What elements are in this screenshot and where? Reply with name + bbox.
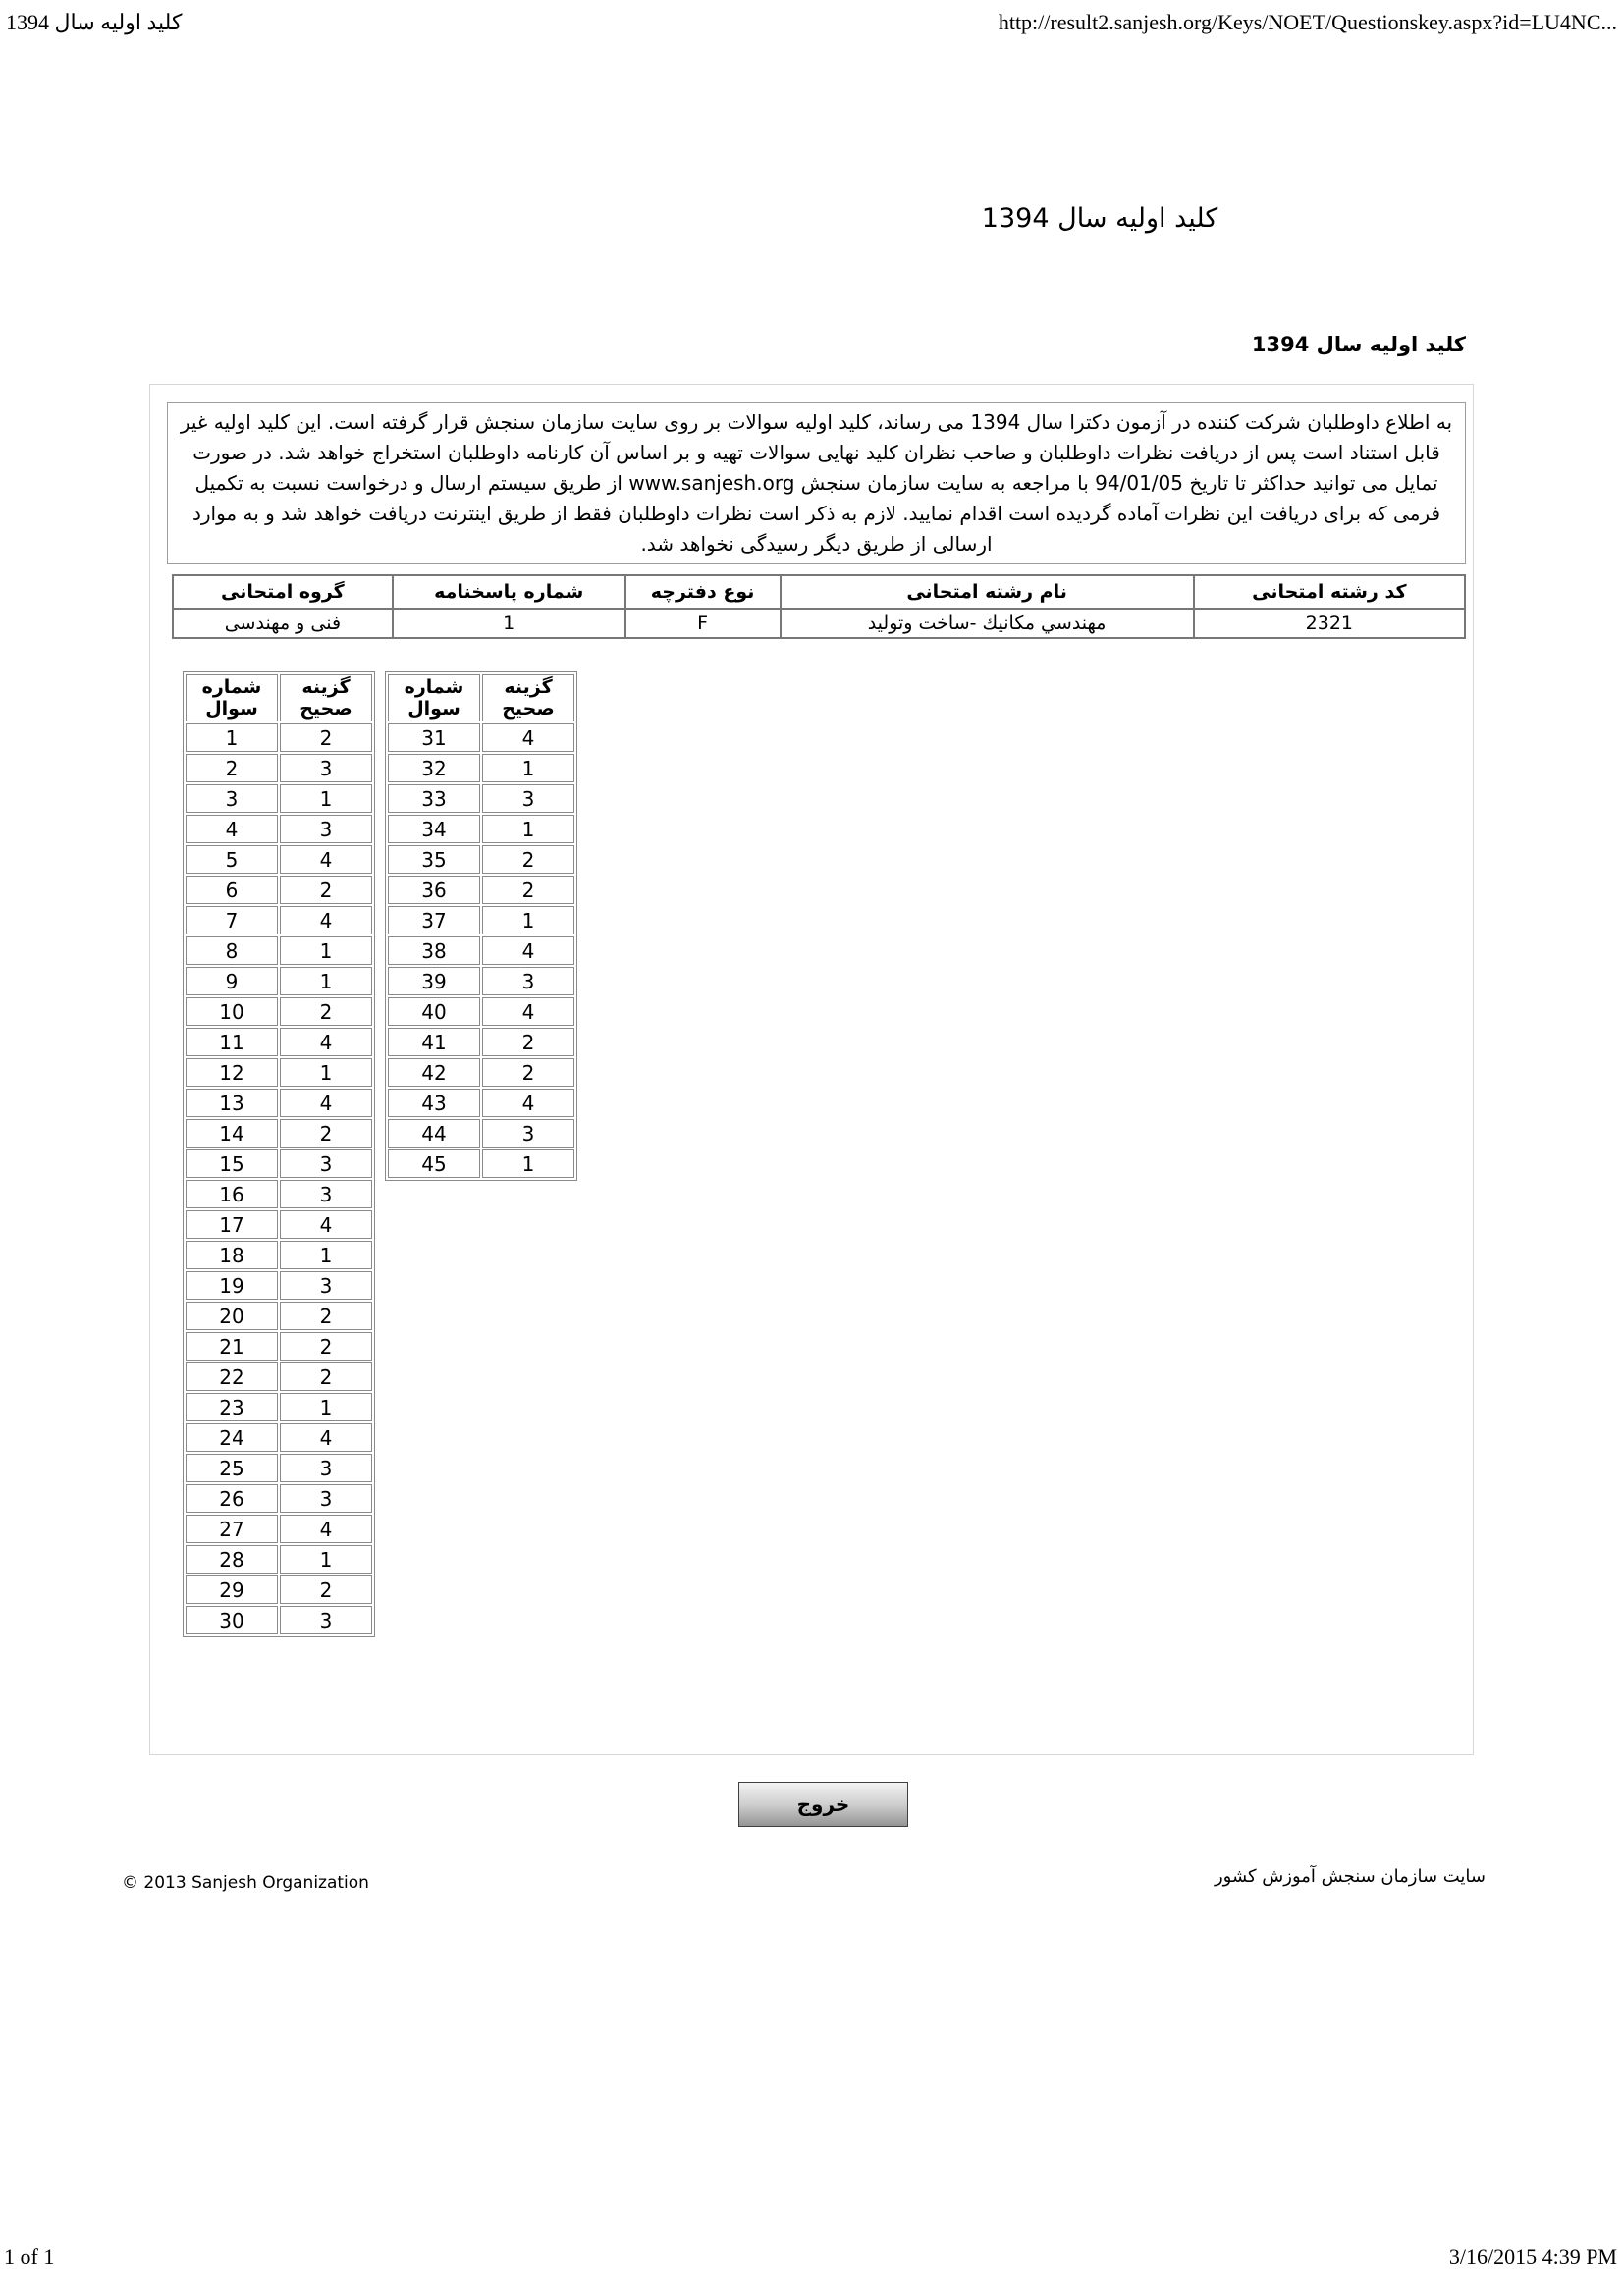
- question-number-cell: 18: [186, 1241, 278, 1269]
- question-number-header: شماره سوال: [388, 674, 480, 721]
- correct-option-cell: 2: [280, 1575, 372, 1604]
- correct-option-cell: 1: [280, 784, 372, 813]
- question-number-cell: 34: [388, 815, 480, 843]
- question-number-cell: 16: [186, 1180, 278, 1208]
- print-header-url: http://result2.sanjesh.org/Keys/NOET/Questionskey.aspx?id=LU4NC...: [998, 10, 1617, 34]
- answer-table-1: [183, 671, 375, 1637]
- exam-info-header-code: کد رشته امتحانی: [1194, 575, 1465, 609]
- correct-option-cell: 4: [280, 1423, 372, 1452]
- correct-option-cell: 2: [280, 723, 372, 752]
- table-row: [186, 1332, 372, 1361]
- correct-option-cell: 1: [280, 967, 372, 995]
- notice-text: به اطلاع داوطلبان شرکت کننده در آزمون دکترا سال 1394 می رساند، کلید اولیه سوالات بر روی سایت سازمان سنجش قرار گرفته است. این کلید اولیه غیر قابل استناد است پس از دریافت نظرات داوطلبان و صاحب نظران کلید نهایی سوالات تهیه و بر اساس آن کارنامه داوطلبان استخراج خواهد شد. در صورت تمایل می توانید حداکثر تا تاریخ 94/01/05 با مراجعه به سایت سازمان سنجش www.sanjesh.org از طریق سیستم ارسال و درخواست نسبت به تکمیل فرمی که برای دریافت این نظرات آماده گردیده است اقدام نمایید. لازم به ذکر است نظرات داوطلبان فقط از طریق اینترنت دریافت خواهد شد و به موارد ارسالی از طریق دیگر رسیدگی نخواهد شد.: [180, 410, 1453, 556]
- exam-info-header-group: گروه امتحانی: [173, 575, 393, 609]
- table-row: [186, 1089, 372, 1117]
- table-row: [186, 1484, 372, 1513]
- correct-option-cell: 2: [482, 845, 574, 874]
- correct-option-cell: 2: [280, 1362, 372, 1391]
- question-number-cell: 19: [186, 1271, 278, 1300]
- print-footer-page-number: 1 of 1: [4, 2244, 55, 2269]
- table-row: [388, 967, 574, 995]
- question-number-cell: 29: [186, 1575, 278, 1604]
- question-number-cell: 13: [186, 1089, 278, 1117]
- correct-option-cell: 3: [280, 754, 372, 782]
- table-row: [186, 1515, 372, 1543]
- question-number-cell: 17: [186, 1210, 278, 1239]
- correct-option-cell: 3: [280, 1606, 372, 1634]
- question-number-cell: 45: [388, 1149, 480, 1178]
- correct-option-cell: 4: [280, 845, 372, 874]
- table-row: [388, 1028, 574, 1056]
- exam-info-header-major: نام رشته امتحانی: [781, 575, 1194, 609]
- question-number-header: شماره سوال: [186, 674, 278, 721]
- correct-option-cell: 4: [280, 1515, 372, 1543]
- correct-option-cell: 4: [482, 1089, 574, 1117]
- correct-option-cell: 2: [280, 1332, 372, 1361]
- correct-option-cell: 2: [280, 997, 372, 1026]
- correct-option-cell: 4: [280, 1089, 372, 1117]
- correct-option-cell: 4: [280, 1210, 372, 1239]
- table-row: [186, 1028, 372, 1056]
- table-row: [388, 784, 574, 813]
- table-row: [388, 1119, 574, 1148]
- exit-button[interactable]: خروج: [738, 1782, 908, 1827]
- correct-option-cell: 2: [482, 1058, 574, 1087]
- table-row: [186, 723, 372, 752]
- question-number-cell: 27: [186, 1515, 278, 1543]
- correct-option-cell: 1: [482, 815, 574, 843]
- question-number-cell: 10: [186, 997, 278, 1026]
- correct-option-cell: 2: [280, 1119, 372, 1148]
- exam-info-value-row: [173, 609, 1465, 638]
- exam-info-header-booklet: نوع دفترچه: [625, 575, 781, 609]
- table-row: [388, 906, 574, 934]
- exam-info-header-answer-sheet: شماره پاسخنامه: [393, 575, 625, 609]
- question-number-cell: 15: [186, 1149, 278, 1178]
- correct-option-cell: 3: [482, 784, 574, 813]
- question-number-cell: 44: [388, 1119, 480, 1148]
- question-number-cell: 3: [186, 784, 278, 813]
- table-row: [186, 997, 372, 1026]
- table-row: [186, 1119, 372, 1148]
- print-header-title: کلید اولیه سال 1394: [6, 10, 183, 34]
- question-number-cell: 12: [186, 1058, 278, 1087]
- correct-option-cell: 3: [482, 1119, 574, 1148]
- table-row: [388, 1089, 574, 1117]
- correct-option-cell: 4: [280, 906, 372, 934]
- correct-option-cell: 1: [482, 754, 574, 782]
- question-number-cell: 41: [388, 1028, 480, 1056]
- section-heading: کلید اولیه سال 1394: [1251, 333, 1466, 356]
- question-number-cell: 36: [388, 876, 480, 904]
- table-row: [186, 784, 372, 813]
- table-row: [388, 845, 574, 874]
- exam-info-value-group: فنی و مهندسی: [173, 609, 393, 638]
- question-number-cell: 35: [388, 845, 480, 874]
- correct-option-cell: 1: [280, 1545, 372, 1574]
- notice-box: [167, 402, 1466, 564]
- correct-option-cell: 4: [280, 1028, 372, 1056]
- table-row: [186, 967, 372, 995]
- table-row: [186, 1362, 372, 1391]
- correct-option-cell: 1: [280, 1241, 372, 1269]
- question-number-cell: 32: [388, 754, 480, 782]
- table-row: [388, 815, 574, 843]
- correct-option-cell: 2: [280, 1302, 372, 1330]
- table-row: [186, 876, 372, 904]
- answer-table-2: [385, 671, 577, 1181]
- correct-option-cell: 2: [482, 876, 574, 904]
- answer-table-2-header-row: [388, 674, 574, 721]
- correct-option-cell: 4: [482, 723, 574, 752]
- question-number-cell: 37: [388, 906, 480, 934]
- correct-option-cell: 3: [280, 1180, 372, 1208]
- correct-option-cell: 3: [280, 1484, 372, 1513]
- question-number-cell: 9: [186, 967, 278, 995]
- table-row: [186, 936, 372, 965]
- table-row: [186, 1606, 372, 1634]
- question-number-cell: 31: [388, 723, 480, 752]
- exam-info-value-code: 2321: [1194, 609, 1465, 638]
- correct-option-cell: 1: [482, 906, 574, 934]
- question-number-cell: 28: [186, 1545, 278, 1574]
- exam-info-value-booklet: F: [625, 609, 781, 638]
- table-row: [186, 1271, 372, 1300]
- table-row: [186, 1149, 372, 1178]
- table-row: [186, 1575, 372, 1604]
- question-number-cell: 24: [186, 1423, 278, 1452]
- correct-option-cell: 2: [482, 1028, 574, 1056]
- correct-option-cell: 1: [280, 936, 372, 965]
- question-number-cell: 26: [186, 1484, 278, 1513]
- exam-info-value-major: مهندسي مكانيك -ساخت وتوليد: [781, 609, 1194, 638]
- page-title: کلید اولیه سال 1394: [981, 203, 1218, 234]
- question-number-cell: 33: [388, 784, 480, 813]
- correct-option-cell: 1: [482, 1149, 574, 1178]
- answer-tables: [183, 671, 1473, 1637]
- table-row: [388, 997, 574, 1026]
- correct-option-header: گزینه صحیح: [280, 674, 372, 721]
- table-row: [388, 936, 574, 965]
- question-number-cell: 21: [186, 1332, 278, 1361]
- correct-option-cell: 3: [482, 967, 574, 995]
- question-number-cell: 8: [186, 936, 278, 965]
- correct-option-cell: 2: [280, 876, 372, 904]
- table-row: [388, 1058, 574, 1087]
- table-row: [186, 754, 372, 782]
- question-number-cell: 14: [186, 1119, 278, 1148]
- question-number-cell: 42: [388, 1058, 480, 1087]
- question-number-cell: 2: [186, 754, 278, 782]
- question-number-cell: 38: [388, 936, 480, 965]
- exam-info-value-answer-sheet: 1: [393, 609, 625, 638]
- question-number-cell: 23: [186, 1393, 278, 1421]
- question-number-cell: 4: [186, 815, 278, 843]
- table-row: [186, 1180, 372, 1208]
- question-number-cell: 11: [186, 1028, 278, 1056]
- question-number-cell: 30: [186, 1606, 278, 1634]
- table-row: [186, 1058, 372, 1087]
- exam-info-header-row: [173, 575, 1465, 609]
- correct-option-cell: 3: [280, 1149, 372, 1178]
- question-number-cell: 7: [186, 906, 278, 934]
- table-row: [186, 1302, 372, 1330]
- question-number-cell: 39: [388, 967, 480, 995]
- question-number-cell: 20: [186, 1302, 278, 1330]
- footer-copyright: © 2013 Sanjesh Organization: [122, 1873, 369, 1893]
- table-row: [186, 906, 372, 934]
- exam-info-table: [172, 574, 1466, 639]
- print-header: [6, 10, 1617, 35]
- table-row: [186, 1545, 372, 1574]
- correct-option-cell: 1: [280, 1393, 372, 1421]
- table-row: [186, 845, 372, 874]
- correct-option-cell: 3: [280, 1271, 372, 1300]
- table-row: [186, 1241, 372, 1269]
- correct-option-cell: 3: [280, 1454, 372, 1482]
- table-row: [388, 754, 574, 782]
- table-row: [186, 1210, 372, 1239]
- correct-option-cell: 1: [280, 1058, 372, 1087]
- content-box: [149, 384, 1474, 1755]
- answer-table-1-header-row: [186, 674, 372, 721]
- table-row: [388, 1149, 574, 1178]
- question-number-cell: 5: [186, 845, 278, 874]
- table-row: [186, 1454, 372, 1482]
- correct-option-cell: 4: [482, 936, 574, 965]
- question-number-cell: 40: [388, 997, 480, 1026]
- correct-option-cell: 4: [482, 997, 574, 1026]
- table-row: [388, 876, 574, 904]
- question-number-cell: 1: [186, 723, 278, 752]
- question-number-cell: 6: [186, 876, 278, 904]
- table-row: [186, 1423, 372, 1452]
- table-row: [186, 815, 372, 843]
- table-row: [186, 1393, 372, 1421]
- footer-site-name: سایت سازمان سنجش آموزش کشور: [1214, 1866, 1486, 1887]
- question-number-cell: 43: [388, 1089, 480, 1117]
- print-footer-datetime: 3/16/2015 4:39 PM: [1448, 2244, 1617, 2269]
- question-number-cell: 25: [186, 1454, 278, 1482]
- question-number-cell: 22: [186, 1362, 278, 1391]
- table-row: [388, 723, 574, 752]
- correct-option-cell: 3: [280, 815, 372, 843]
- correct-option-header: گزینه صحیح: [482, 674, 574, 721]
